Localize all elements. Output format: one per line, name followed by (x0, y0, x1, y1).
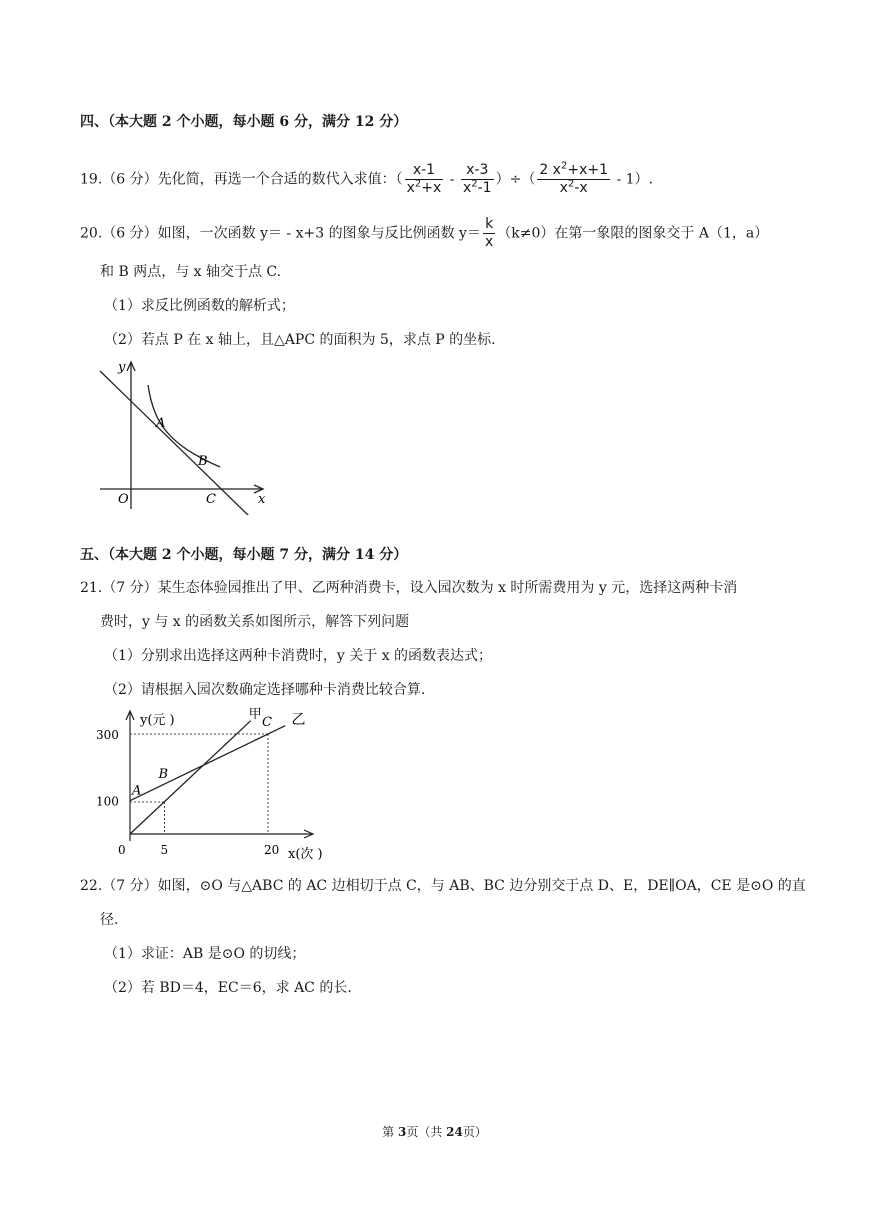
question-20 (80, 216, 768, 251)
q20-label-y: y (118, 360, 126, 375)
q21-chart (90, 706, 350, 866)
q20-text-a: 如图，一次函数 y＝ - x+3 的图象与反比例函数 y＝ (157, 225, 481, 242)
q19-fraction-2: $\frac{x-3}{x^2-1}$ (462, 162, 492, 196)
q19-minus: - (445, 171, 459, 188)
q20-sub-2: （2）若点 P 在 x 轴上，且△APC 的面积为 5，求点 P 的坐标. (104, 332, 496, 348)
q22-sub-1: （1）求证：AB 是⊙O 的切线； (104, 946, 306, 962)
q21-series-jia-label: 甲 (248, 707, 262, 723)
q21-number: 21. (80, 580, 103, 596)
q22-line-1 (80, 876, 806, 896)
q19-divide: ）÷（ (495, 171, 536, 188)
q21-series-jia (130, 721, 251, 834)
q20-label-O: O (118, 492, 129, 507)
q21-ytick-300: 300 (96, 728, 119, 743)
q21-ytick-100: 100 (96, 794, 119, 809)
q21-point-C: C (262, 715, 272, 731)
q21-score: （7 分） (102, 580, 158, 596)
q22-score: （7 分） (102, 878, 158, 894)
q21-line-2: 费时，y 与 x 的函数关系如图所示，解答下列问题 (100, 614, 410, 630)
q20-sub-1: （1）求反比例函数的解析式； (104, 298, 295, 314)
q20-label-B: B (198, 454, 208, 469)
q21-ylabel: y(元 ) (140, 713, 175, 728)
q21-origin: 0 (118, 843, 126, 857)
q19-tail: - 1）. (612, 171, 654, 188)
q22-line-2: 径. (100, 912, 119, 928)
q19-text: 先化简，再选一个合适的数代入求值：（ (157, 171, 403, 188)
q20-line-2: 和 B 两点，与 x 轴交于点 C. (100, 264, 282, 280)
q20-text-b: （k≠0）在第一象限的图象交于 A（1，a） (497, 225, 769, 242)
q20-figure (90, 355, 290, 515)
q21-series-yi-label: 乙 (291, 712, 306, 729)
q21-point-B: B (158, 767, 169, 783)
section-5-heading: 五、（本大题 2 个小题，每小题 7 分，满分 14 分） (80, 547, 408, 563)
section-4-heading: 四、（本大题 2 个小题，每小题 6 分，满分 12 分） (80, 114, 408, 130)
q21-xtick-20: 20 (264, 843, 280, 857)
question-19 (80, 162, 653, 197)
q20-score: （6 分） (102, 225, 158, 242)
q21-text-1: 某生态体验园推出了甲、乙两种消费卡，设入园次数为 x 时所需费用为 y 元，选择这两种卡消 (157, 580, 738, 596)
q21-sub-1: （1）分别求出选择这两种卡消费时，y 关于 x 的函数表达式； (104, 648, 493, 664)
q19-number: 19. (80, 171, 103, 188)
q19-score: （6 分） (102, 171, 158, 188)
q21-line-1 (80, 578, 737, 598)
q20-number: 20. (80, 225, 103, 242)
q20-label-A: A (156, 416, 166, 431)
q19-fraction-3: $\frac{2 x^2+x+1}{x^2-x}$ (539, 160, 609, 196)
page-total: 24 (446, 1125, 463, 1139)
q19-fraction-1: $\frac{x-1}{x^2+x}$ (406, 162, 442, 196)
q22-text-1: 如图，⊙O 与△ABC 的 AC 边相切于点 C，与 AB、BC 边分别交于点 D、E，DE∥OA，CE 是⊙O 的直 (157, 878, 806, 894)
q22-number: 22. (80, 878, 103, 894)
q20-label-x: x (258, 492, 266, 507)
q22-sub-2: （2）若 BD＝4，EC＝6，求 AC 的长. (104, 980, 352, 996)
q21-point-A: A (132, 783, 142, 799)
q20-label-C: C (206, 492, 216, 507)
q20-fraction: $\frac{k}{x}$ (484, 216, 494, 250)
q21-series-yi (130, 726, 285, 801)
page-number: 3 (397, 1125, 407, 1139)
q21-sub-2: （2）请根据入园次数确定选择哪种卡消费比较合算. (104, 682, 426, 698)
q21-xtick-5: 5 (160, 843, 169, 857)
q21-xlabel: x(次 ) (288, 847, 323, 862)
page-footer: 第 3页（共 24页） (382, 1125, 487, 1139)
